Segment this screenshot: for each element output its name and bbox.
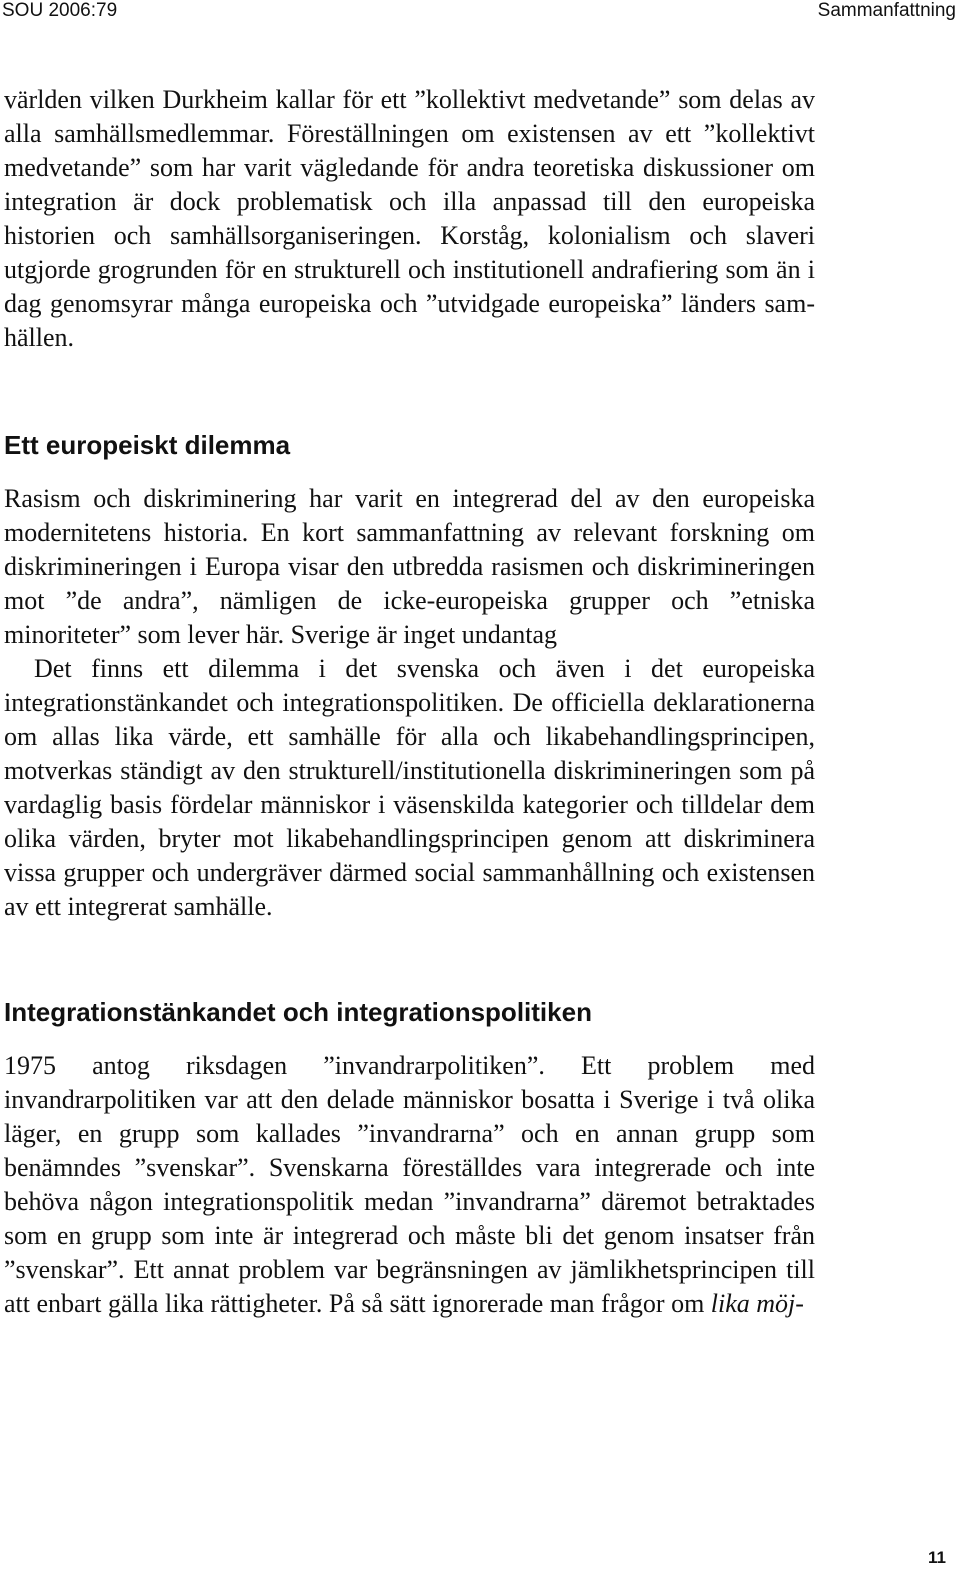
heading-european-dilemma: Ett europeiskt dilemma <box>4 430 291 460</box>
report-number: SOU 2006:79 <box>2 0 118 21</box>
heading-integration-policy: Integrationstänkandet och integrationspolitiken <box>4 997 592 1027</box>
page-body <box>4 83 815 1321</box>
paragraph-dilemma: Det finns ett dilemma i det svenska och även i det europeiska integrationstänkandet och integrationspolitiken. De officiella deklarationerna om allas lika värde, ett samhälle för alla och likabehandlingsprincipen, motverkas ständigt av den strukturell/institutionella diskrimineringen som på vardaglig basis fördelar människor i väsenskilda kategorier och tilldelar dem olika värden, bryter mot likabehandlingsprincipen genom att diskriminera vissa grupper och undergräver därmed social sammanhållning och existensen av ett integrerat samhälle. <box>4 654 815 921</box>
running-header <box>0 0 960 30</box>
paragraph-racism: Rasism och diskriminering har varit en integrerad del av den europeiska modernitetens historia. En kort sammanfattning av relevant forskning om diskrimineringen i Europa visar den utbredda rasismen och diskrimineringen mot ”de andra”, nämligen de icke-europeiska grupper och ”etniska minoriteter” som lever här. Sverige är inget undantag <box>4 484 815 649</box>
page-number: 11 <box>928 1548 946 1567</box>
paragraph-policy-italic: lika möj- <box>710 1289 804 1318</box>
paragraph-intro: världen vilken Durkheim kallar för ett ”kollektivt medvetande” som delas av alla samhällsmedlemmar. Föreställningen om existensen av ett ”kollektivt medvetande” som har varit vägledande för andra teoretiska diskussioner om integration är dock problematisk och illa anpassad till den europeiska historien och samhällsorganiseringen. Korståg, kolonialism och slaveri utgjorde grogrunden för en strukturell och institutionell andrafiering som än i dag genomsyrar många europeiska och ”utvidgade europeiska” länders samhällen. <box>4 85 815 352</box>
paragraph-policy-text: 1975 antog riksdagen ”invandrarpolitiken”. Ett problem med invandrarpolitiken var att den delade människor bosatta i Sverige i två olika läger, en grupp som kallades ”invandrarna” och en annan grupp som benämndes ”svenskar”. Svenskarna föreställdes vara integrerade och inte behöva någon integrationspolitik medan ”invandrarna” däremot betraktades som en grupp som inte är integrerad och måste bli det genom insatser från ”svenskar”. Ett annat problem var begränsningen av jämlikhetsprincipen till att enbart gälla lika rättigheter. På så sätt ignorerade man frågor om <box>4 1051 815 1318</box>
section-title: Sammanfattning <box>817 0 956 21</box>
paragraph-policy <box>4 1049 815 1321</box>
